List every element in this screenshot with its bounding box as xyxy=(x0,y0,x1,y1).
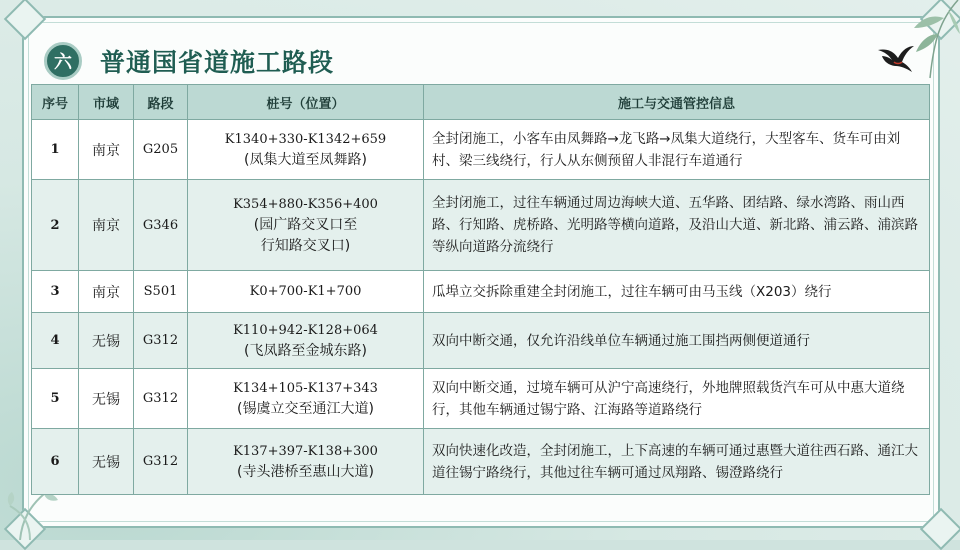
cell-road: G205 xyxy=(134,120,188,180)
stake-location: (凤集大道至凤舞路) xyxy=(244,151,367,168)
stake-code: K1340+330-K1342+659 xyxy=(224,131,387,147)
stake-code: K134+105-K137+343 xyxy=(233,380,378,396)
stake-code: K110+942-K128+064 xyxy=(233,322,378,338)
cell-city: 南京 xyxy=(79,120,134,180)
cell-city: 无锡 xyxy=(79,429,134,495)
stake-location: 行知路交叉口) xyxy=(260,237,351,254)
cell-road: G346 xyxy=(134,180,188,271)
stake-code: K354+880-K356+400 xyxy=(233,196,378,212)
table-header-row xyxy=(32,85,930,120)
cell-info: 双向中断交通，仅允许沿线单位车辆通过施工围挡两侧便道通行 xyxy=(424,313,930,369)
cell-info: 全封闭施工，小客车由凤舞路→龙飞路→凤集大道绕行，大型客车、货车可由刘村、梁三线绕行，行人从东侧预留人非混行车道通行 xyxy=(424,120,930,180)
column-header-city: 市域 xyxy=(79,85,134,120)
cell-city: 无锡 xyxy=(79,313,134,369)
cell-stake xyxy=(188,369,424,429)
cell-info: 双向中断交通，过境车辆可从沪宁高速绕行，外地牌照载货汽车可从中惠大道绕行，其他车辆通过锡宁路、江海路等道路绕行 xyxy=(424,369,930,429)
cell-stake xyxy=(188,271,424,313)
table-row xyxy=(32,120,930,180)
construction-sections-table xyxy=(31,84,930,495)
page-title: 普通国省道施工路段 xyxy=(100,48,335,77)
cell-stake xyxy=(188,180,424,271)
cell-city: 南京 xyxy=(79,180,134,271)
table-row xyxy=(32,429,930,495)
cell-info: 双向快速化改造，全封闭施工，上下高速的车辆可通过惠暨大道往西石路、通江大道往锡宁路绕行，其他过往车辆可通过凤翔路、锡澄路绕行 xyxy=(424,429,930,495)
cell-stake xyxy=(188,120,424,180)
cell-city: 南京 xyxy=(79,271,134,313)
column-header-stake: 桩号（位置） xyxy=(188,85,424,120)
column-header-road: 路段 xyxy=(134,85,188,120)
cell-road: G312 xyxy=(134,429,188,495)
cell-stake xyxy=(188,313,424,369)
stake-location: (园广路交叉口至 xyxy=(253,216,358,233)
cell-road: S501 xyxy=(134,271,188,313)
table-row xyxy=(32,369,930,429)
cell-seq: 4 xyxy=(32,313,79,369)
cell-city: 无锡 xyxy=(79,369,134,429)
cell-seq: 6 xyxy=(32,429,79,495)
column-header-seq: 序号 xyxy=(32,85,79,120)
stake-location: (寺头港桥至惠山大道) xyxy=(237,463,374,480)
stake-code: K137+397-K138+300 xyxy=(233,443,378,459)
cell-stake xyxy=(188,429,424,495)
stake-location: (飞凤路至金城东路) xyxy=(244,342,367,359)
cell-seq: 2 xyxy=(32,180,79,271)
table-row xyxy=(32,180,930,271)
cell-seq: 5 xyxy=(32,369,79,429)
cell-road: G312 xyxy=(134,369,188,429)
swallow-bird-icon xyxy=(876,40,916,74)
stake-code: K0+700-K1+700 xyxy=(249,284,362,299)
cell-seq: 3 xyxy=(32,271,79,313)
table-row xyxy=(32,313,930,369)
column-header-info: 施工与交通管控信息 xyxy=(424,85,930,120)
table-row xyxy=(32,271,930,313)
cell-road: G312 xyxy=(134,313,188,369)
stake-location: (锡虞立交至通江大道) xyxy=(237,400,374,417)
cell-info: 瓜埠立交拆除重建全封闭施工，过往车辆可由马玉线（X203）绕行 xyxy=(424,271,930,313)
cell-seq: 1 xyxy=(32,120,79,180)
section-number-badge: 六 xyxy=(44,42,82,80)
cell-info: 全封闭施工，过往车辆通过周边海峡大道、五华路、团结路、绿水湾路、雨山西路、行知路、虎桥路、光明路等横向道路，及沿山大道、新北路、浦云路、浦滨路等纵向道路分流绕行 xyxy=(424,180,930,271)
